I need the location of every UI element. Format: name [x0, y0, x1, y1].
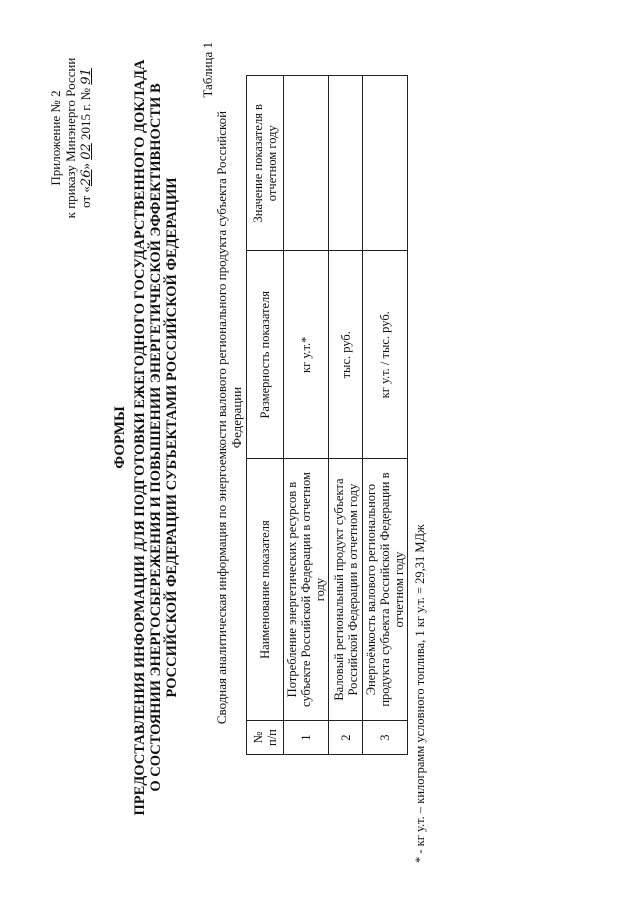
- row-number: 2: [329, 721, 363, 755]
- row-indicator-name: Валовый региональный продукт субъекта Российской Федерации в отчетном году: [329, 459, 363, 721]
- header-value: Значение показателя в отчетном году: [247, 76, 284, 252]
- footnote: * - кг у.т. – килограмм условного топлива, 1 кг у.т. = 29,31 МДж: [413, 524, 427, 863]
- appendix-number: Приложение № 2: [48, 90, 63, 186]
- title-line-2: О СОСТОЯНИИ ЭНЕРГОСБЕРЕЖЕНИЯ И ПОВЫШЕНИИ ЭНЕРГЕТИЧЕСКОЙ ЭФФЕКТИВНОСТИ В: [148, 83, 164, 792]
- date-day-handwritten: 26: [79, 169, 94, 187]
- row-value: [284, 76, 329, 252]
- table-row: [363, 76, 408, 755]
- appendix-order: к приказу Минэнерго России: [63, 57, 78, 219]
- table-title: Сводная аналитическая информация по энергоемкости валового регионального продукта субъекта Российской Федерации: [214, 110, 244, 725]
- table-header-row: [247, 76, 284, 755]
- row-indicator-name: Потребление энергетических ресурсов в субъекте Российской Федерации в отчетном году: [284, 459, 329, 721]
- table-caption: Таблица 1: [200, 42, 215, 98]
- document-title: [112, 40, 180, 835]
- header-unit: Размерность показателя: [247, 251, 284, 459]
- header-number: № п/п: [247, 721, 284, 755]
- order-number-handwritten: 91: [79, 68, 94, 85]
- row-indicator-name: Энергоёмкость валового регионального продукта субъекта Российской Федерации в отчетном году: [363, 459, 408, 721]
- table-row: [284, 76, 329, 755]
- row-unit: кг у.т. / тыс. руб.: [363, 251, 408, 459]
- row-unit: кг у.т.*: [284, 251, 329, 459]
- date-month-handwritten: 02: [79, 143, 94, 160]
- row-number: 3: [363, 721, 408, 755]
- date-year: 2015 г. №: [78, 87, 93, 140]
- forms-heading: ФОРМЫ: [112, 406, 128, 469]
- data-table: [246, 75, 408, 755]
- row-number: 1: [284, 721, 329, 755]
- appendix-block: [48, 48, 94, 228]
- title-line-1: ПРЕДОСТАВЛЕНИЯ ИНФОРМАЦИИ ДЛЯ ПОДГОТОВКИ ЕЖЕГОДНОГО ГОСУДАРСТВЕННОГО ДОКЛАДА: [132, 59, 148, 816]
- row-value: [329, 76, 363, 252]
- title-line-3: РОССИЙСКОЙ ФЕДЕРАЦИИ СУБЪЕКТАМИ РОССИЙСКОЙ ФЕДЕРАЦИИ: [164, 177, 180, 698]
- table-row: [329, 76, 363, 755]
- row-value: [363, 76, 408, 252]
- header-indicator-name: Наименование показателя: [247, 459, 284, 721]
- date-prefix: от «: [78, 186, 93, 208]
- date-mid: »: [78, 163, 93, 170]
- row-unit: тыс. руб.: [329, 251, 363, 459]
- appendix-date: [78, 48, 94, 228]
